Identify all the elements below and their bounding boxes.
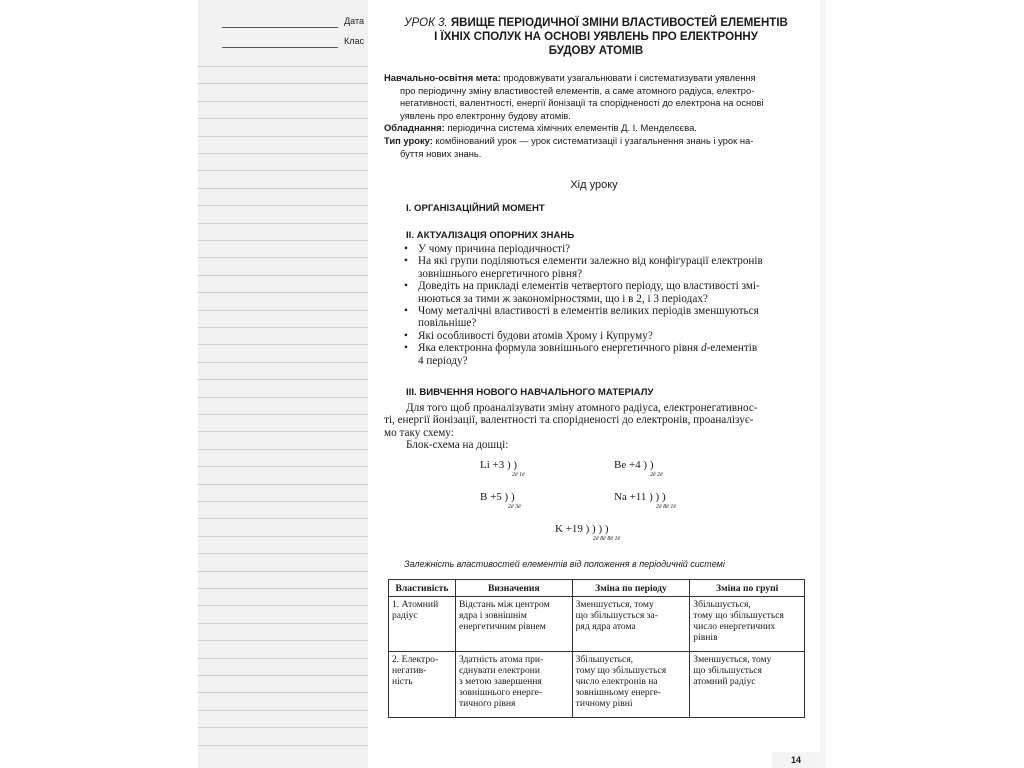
title-line: ЯВИЩЕ ПЕРІОДИЧНОЇ ЗМІНИ ВЛАСТИВОСТЕЙ ЕЛЕМЕНТІВ [450,17,788,29]
ruled-line [198,727,368,728]
list-item [404,305,808,330]
ruled-line [198,275,368,276]
question-text: d [700,342,707,355]
ruled-line [198,449,368,450]
table-row [389,652,805,718]
goal-text: негативності, валентності, енергії йонізації та спорідненості до електрона на основі [400,97,764,109]
table-header-row [389,580,805,597]
ruled-line [198,431,368,432]
scheme-boron [480,491,521,510]
scheme-potassium [555,523,621,542]
ruled-line [198,83,368,84]
scheme-formula: K +19 ) ) ) ) [555,523,609,535]
ruled-line [198,292,368,293]
scheme-formula: Na +11 ) ) ) [614,491,666,503]
class-line [222,47,338,48]
cell-line: 1. Атомний [392,599,439,610]
ruled-line [198,710,368,711]
cell-line: тичному рівні [575,698,633,709]
ruled-line [198,397,368,398]
ruled-line [198,675,368,676]
column-header: Зміна по групі [690,580,805,597]
ruled-line [198,344,368,345]
ruled-line [198,536,368,537]
scheme-beryllium [614,459,663,478]
scheme-sodium [614,491,676,510]
scheme-electrons: 2ē 3ē [508,504,521,510]
cell-line: Збільшується, [693,599,751,610]
cell-line: що збільшується [693,665,762,676]
list-item [404,280,808,305]
cell-line: з метою завершення [458,676,542,687]
ruled-line [198,658,368,659]
table-cell [389,597,456,652]
scheme-formula: B +5 ) ) [480,491,515,503]
scheme-lithium [480,459,525,478]
list-item [404,330,808,342]
scheme-electrons: 2ē 8ē 1ē [656,504,676,510]
body-text: мо таку схему: [384,426,454,439]
question-text: 4 періоду? [418,354,468,367]
cell-line: єднувати електрони [458,665,541,676]
question-text: У чому причина періодичності? [418,243,571,255]
column-header: Визначення [455,580,572,597]
cell-line: атомний радіус [693,676,756,687]
ruled-line [198,623,368,624]
cell-line: радіус [392,610,418,621]
list-item [404,342,808,367]
ruled-line [198,553,368,554]
ruled-line [198,379,368,380]
ruled-line [198,466,368,467]
course-heading: Хід уроку [570,179,618,191]
list-item [404,243,808,255]
cell-line: тому що збільшується [575,665,667,676]
date-line [222,27,338,28]
table-cell [690,652,805,718]
document-page [368,0,820,768]
ruled-line [198,257,368,258]
properties-table [388,579,805,718]
equipment-text: періодична система хімічних елементів Д. І. Менделєєва. [444,122,697,134]
ruled-line [198,205,368,206]
table-caption: Залежність властивостей елементів від положення в періодичній системі [404,559,725,569]
cell-line: ряд ядра атома [575,621,636,632]
page-edge [820,0,826,768]
ruled-line [198,640,368,641]
lesson-intro [384,72,808,160]
cell-line: тому що збільшується [693,610,784,621]
cell-line: енергетичним рівнем [458,621,546,632]
ruled-line [198,118,368,119]
ruled-line [198,170,368,171]
body-text: Блок-схема на дошці: [406,439,509,452]
goal-label: Навчально-освітня мета: [384,72,501,83]
equipment-label: Обладнання: [384,122,445,134]
table-cell [572,597,690,652]
ruled-line [198,605,368,606]
cell-line: Здатність атома при- [458,654,544,665]
cell-line: Збільшується, [575,654,634,665]
goal-text: уявлень про електронну будову атомів. [400,109,571,121]
question-text: Яка електронна формула зовнішнього енергетичного рівня [418,342,701,355]
ruled-line [198,240,368,241]
cell-line: 2. Електро- [392,654,439,665]
column-header: Властивість [389,580,456,597]
lesson-title [388,16,804,58]
ruled-line [198,501,368,502]
ruled-line [198,223,368,224]
ruled-line [198,153,368,154]
table-cell [389,652,456,718]
goal-text: продовжувати узагальнювати і систематизувати уявлення [500,72,756,83]
cell-line: що збільшується за- [575,610,658,621]
body-text: ті, енергії йонізації, валентності та спорідненості до електронів, проаналізує- [384,414,754,427]
table-cell [690,597,805,652]
ruled-line [198,136,368,137]
ruled-line [198,188,368,189]
question-text: Чому металічні властивості в елементів великих періодів зменшуються [418,305,759,318]
section-heading-2: ІІ. АКТУАЛІЗАЦІЯ ОПОРНИХ ЗНАНЬ [406,230,575,241]
cell-line: число енергетичних [693,621,776,632]
list-item [404,255,808,280]
title-line: БУДОВУ АТОМІВ [548,45,644,57]
scheme-electrons: 2ē 8ē 8ē 1ē [593,536,621,542]
table-cell [572,652,690,718]
title-line: І ЇХНІХ СПОЛУК НА ОСНОВІ УЯВЛЕНЬ ПРО ЕЛЕКТРОННУ [434,31,758,43]
scheme-electrons: 2ē 2ē [650,472,663,478]
cell-line: негатив- [392,665,427,676]
date-label: Дата [344,16,364,26]
ruled-line [198,692,368,693]
lesson-number: УРОК 3. [404,17,448,29]
section-heading-3: ІІІ. ВИВЧЕННЯ НОВОГО НАВЧАЛЬНОГО МАТЕРІАЛУ [406,387,654,398]
ruled-line [198,588,368,589]
page-number: 14 [772,752,820,768]
goal-text: про періодичну зміну властивостей елементів, а саме атомного радіуса, електро- [400,84,755,96]
class-field[interactable] [222,36,364,50]
ruled-line [198,310,368,311]
question-text: Які особливості будови атомів Хрому і Купруму? [418,329,653,342]
question-text: зовнішнього енергетичного рівня? [418,267,583,280]
date-field[interactable] [222,16,364,30]
body-text: Для того щоб проаналізувати зміну атомного радіуса, електронегативнос- [406,402,758,414]
ruled-line [198,518,368,519]
cell-line: Відстань між центром [458,599,550,610]
cell-line: Зменшується, тому [693,654,772,665]
question-text: повільніше? [418,317,477,330]
cell-line: ядра і зовнішнім [458,610,527,621]
class-label: Клас [344,36,364,46]
body-paragraph [384,402,808,452]
ruled-line [198,101,368,102]
table-cell [455,597,572,652]
scheme-electrons: 2ē 1ē [512,472,525,478]
cell-line: ність [392,676,413,687]
section-heading-1: І. ОРГАНІЗАЦІЙНИЙ МОМЕНТ [406,203,545,214]
cell-line: число електронів на [575,676,658,687]
scheme-formula: Li +3 ) ) [480,459,518,471]
type-text: буття нових знань. [400,147,482,159]
ruled-line [198,327,368,328]
ruled-line [198,745,368,746]
ruled-line [198,66,368,67]
cell-line: зовнішнього енерге- [458,687,543,698]
table-cell [455,652,572,718]
notes-margin [198,0,368,768]
cell-line: рівнів [693,632,718,643]
question-text: нюються за тими ж закономірностями, що і в 2, і 3 періодах? [418,292,708,305]
ruled-line [198,484,368,485]
ruled-line [198,414,368,415]
ruled-line [198,571,368,572]
column-header: Зміна по періоду [572,580,690,597]
question-text: -елементів [706,342,758,355]
ruled-line [198,362,368,363]
type-label: Тип уроку: [384,134,433,146]
type-text: комбінований урок — урок систематизації і узагальнення знань і урок на- [432,134,754,146]
cell-line: Зменшується, тому [575,599,654,610]
question-text: На які групи поділяються елементи залежно від конфігурації електронів [418,255,763,268]
scheme-formula: Be +4 ) ) [614,459,654,471]
cell-line: зовнішньому енерге- [575,687,661,698]
question-text: Доведіть на прикладі елементів четвертого періоду, що властивості змі- [418,280,760,293]
questions-list [404,243,808,367]
table-row [389,597,805,652]
cell-line: тичного рівня [458,698,516,709]
